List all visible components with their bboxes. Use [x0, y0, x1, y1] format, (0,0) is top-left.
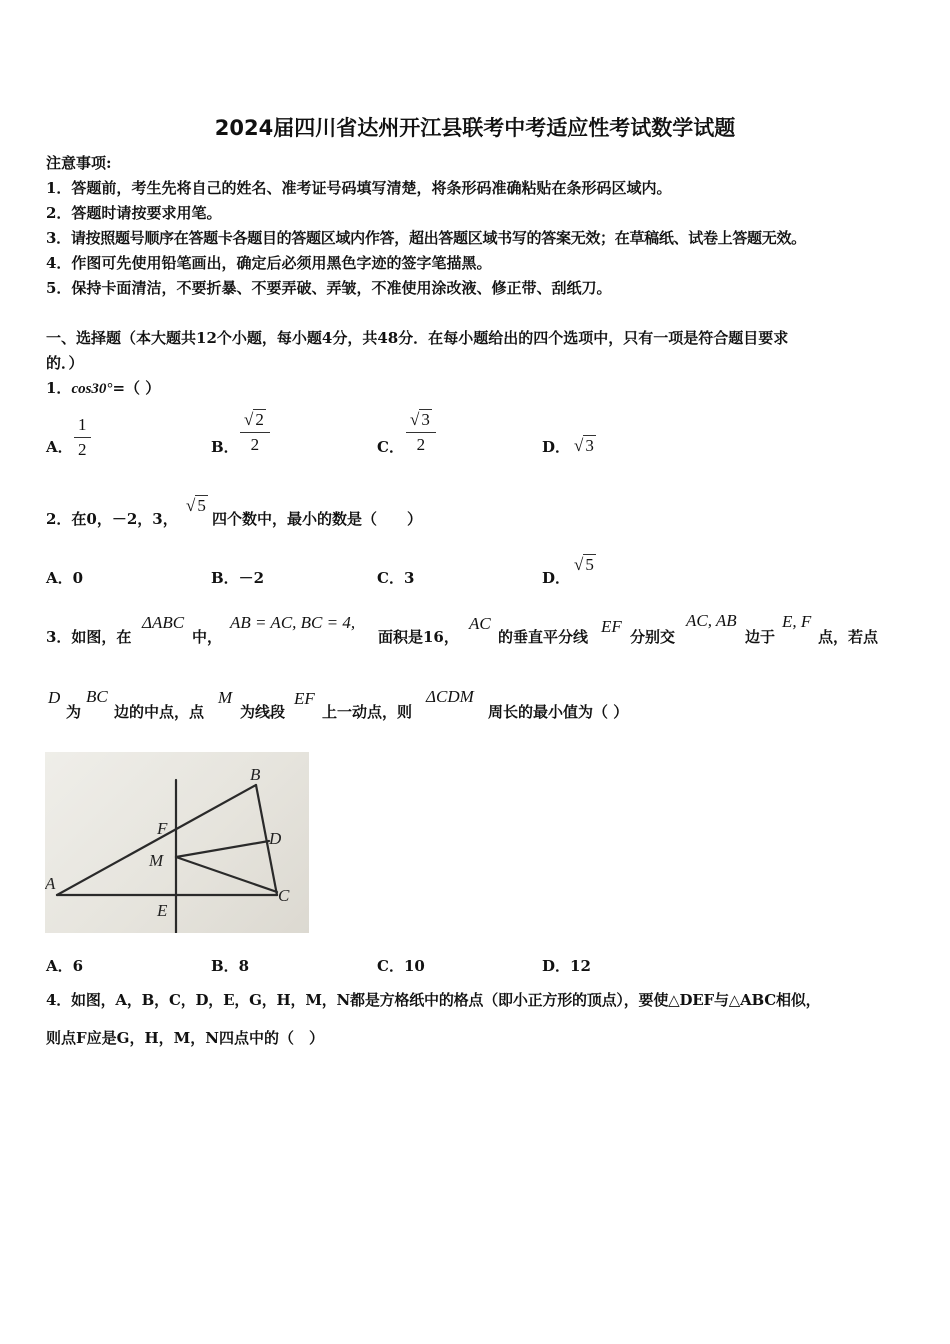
segment-mc [176, 857, 277, 892]
question-4-stem-cont: 则点F应是G，H，M，N四点中的（ ） [46, 1029, 324, 1047]
option-d-label: D． [542, 569, 571, 587]
q3-text: 的垂直平分线 [498, 628, 589, 646]
radicand: 2 [255, 410, 264, 429]
section-heading: 一、选择题（本大题共12个小题，每小题4分，共48分．在每小题给出的四个选项中，只有一项是符合题目要求 [46, 329, 789, 347]
q3-math: BC [86, 687, 108, 706]
q3-text: 边的中点，点 [114, 703, 205, 721]
q3-text: 边于 [745, 628, 776, 646]
q3-math: ΔCDM [426, 687, 474, 706]
notice-item: 2．答题时请按要求用笔。 [46, 204, 222, 222]
radicand: 5 [197, 496, 206, 515]
q3-text: 点，若点 [818, 628, 879, 646]
option-b-label: B． [211, 438, 239, 456]
label-e: E [157, 901, 168, 920]
question-2-sqrt: √ 5 [186, 496, 206, 515]
label-a: A [45, 874, 56, 893]
q3-text: 周长的最小值为（ ） [488, 703, 629, 721]
q3-text: 分别交 [630, 628, 676, 646]
radicand: 5 [585, 555, 594, 574]
question-suffix: =（ ） [112, 379, 161, 397]
notice-item: 1．答题前，考生先将自己的姓名、准考证号码填写清楚，将条形码准确粘贴在条形码区域内。 [46, 179, 672, 197]
question-1-stem [46, 377, 160, 398]
label-m: M [149, 851, 164, 870]
section-heading-cont: 的．） [46, 354, 84, 372]
q3-math: AC, AB [686, 611, 737, 630]
option-a-fraction [74, 415, 91, 460]
q3-math: AB = AC, BC = 4, [230, 613, 356, 632]
geometry-figure [45, 752, 309, 933]
label-c: C [278, 886, 290, 905]
question-2-stem-a: 2．在0，－2，3， [46, 510, 178, 528]
option-c-label: C． [377, 438, 404, 456]
q3-text: 上一动点，则 [322, 703, 413, 721]
option-b: B．－2 [211, 569, 265, 587]
label-b: B [250, 765, 261, 784]
option-d-sqrt: √ 5 [574, 555, 594, 574]
q3-math: ΔABC [142, 613, 185, 632]
option-c: C．10 [377, 957, 425, 975]
q3-text: 面积是16， [378, 628, 459, 646]
option-d-label: D． [542, 438, 571, 456]
q3-math: EF [601, 617, 622, 636]
option-c: C．3 [377, 569, 415, 587]
fraction-denominator: 2 [250, 435, 260, 454]
option-a: A．0 [46, 569, 84, 587]
question-number: 1． [46, 379, 72, 397]
option-b: B．8 [211, 957, 250, 975]
label-f: F [157, 819, 168, 838]
option-a: A．6 [46, 957, 84, 975]
q3-text: 中， [192, 628, 223, 646]
notice-item: 4．作图可先使用铅笔画出，确定后必须用黑色字迹的签字笔描黑。 [46, 254, 492, 272]
segment-md [176, 841, 269, 857]
notice-item: 3．请按照题号顺序在答题卡各题目的答题区域内作答，超出答题区域书写的答案无效；在草稿纸、试卷上答题无效。 [46, 229, 806, 247]
q3-math: AC [469, 614, 491, 633]
q3-math: D [48, 688, 61, 707]
q3-math: EF [294, 689, 315, 708]
label-d: D [269, 829, 282, 848]
option-d: D．12 [542, 957, 591, 975]
segment-ab [57, 785, 256, 895]
question-4-stem: 4．如图，A，B，C，D，E，G，H，M，N都是方格纸中的格点（即小正方形的顶点），要使△DEF与△ABC相似， [46, 991, 821, 1009]
fraction-denominator: 2 [416, 435, 426, 454]
notice-heading: 注意事项: [46, 154, 112, 172]
option-c-fraction: $\frac{√ 3}{2}$ [406, 410, 436, 455]
q3-text: 为 [66, 703, 82, 721]
option-d-sqrt: √ 3 [574, 436, 594, 455]
math-expression: cos30° [71, 381, 113, 397]
question-2-stem-b: 四个数中，最小的数是（ ） [212, 510, 423, 528]
option-b-fraction: $\frac{√ 2}{2}$ [240, 410, 270, 455]
q3-text: 3．如图，在 [46, 628, 132, 646]
q3-math: M [218, 688, 233, 707]
radicand: 3 [421, 410, 430, 429]
q3-text: 为线段 [240, 703, 286, 721]
notice-item: 5．保持卡面清洁，不要折暴、不要弄破、弄皱，不准使用涂改液、修正带、刮纸刀。 [46, 279, 612, 297]
figure-svg [45, 752, 309, 933]
page-title: 2024届四川省达州开江县联考中考适应性考试数学试题 [214, 116, 736, 140]
fraction-numerator: 1 [74, 415, 91, 438]
fraction-denominator: 2 [78, 440, 87, 459]
option-a-label: A． [46, 438, 73, 456]
radicand: 3 [585, 436, 594, 455]
q3-math: E, F [782, 612, 812, 631]
